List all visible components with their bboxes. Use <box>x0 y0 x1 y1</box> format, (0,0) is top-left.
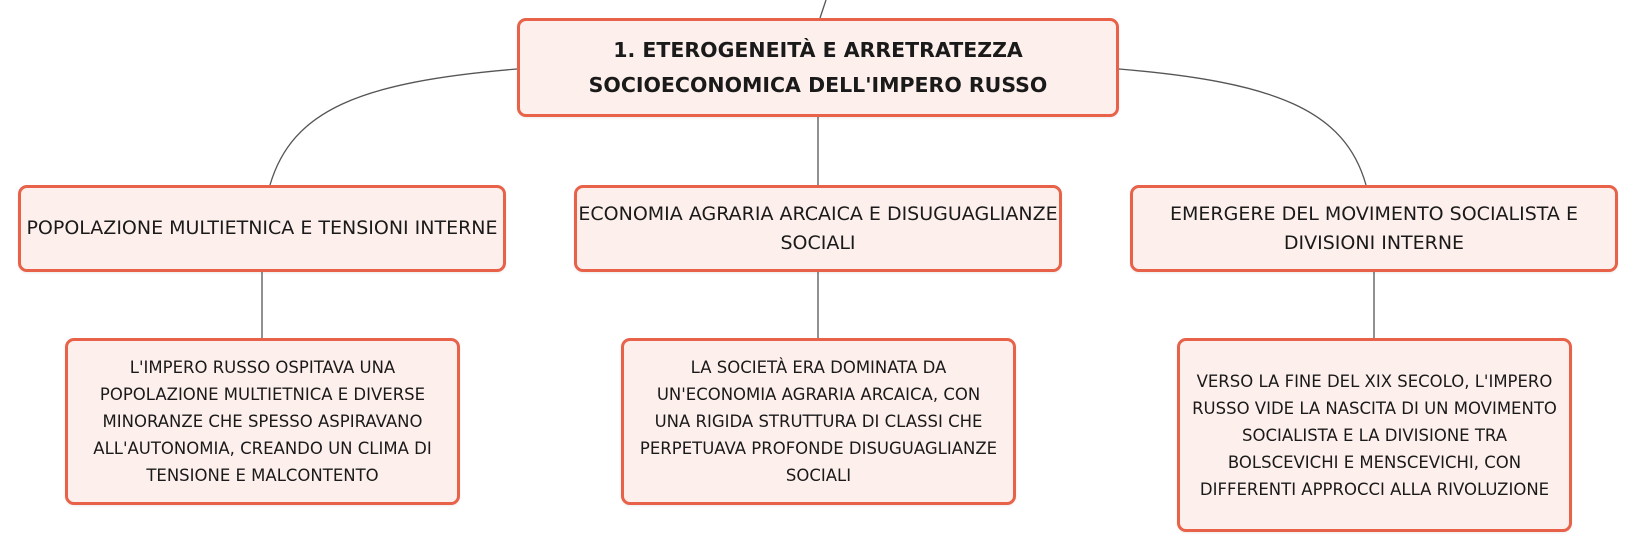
topic-node-agrarian-economy[interactable] <box>574 185 1062 272</box>
subtopic-label: LA SOCIETÀ ERA DOMINATA DA UN'ECONOMIA AGRARIA ARCAICA, CON UNA RIGIDA STRUTTURA DI CLASSI CHE PERPETUAVA PROFONDE DISUGUAGLIANZE SOCIALI <box>639 358 998 485</box>
connector-parent-to-root <box>820 0 826 18</box>
connector-root-to-branch-1 <box>270 69 517 185</box>
topic-label: POPOLAZIONE MULTIETNICA E TENSIONI INTERNE <box>26 217 498 239</box>
central-topic-label: 1. ETEROGENEITÀ E ARRETRATEZZA SOCIOECONOMICA DELL'IMPERO RUSSO <box>588 37 1048 97</box>
topic-label: EMERGERE DEL MOVIMENTO SOCIALISTA E DIVISIONI INTERNE <box>1170 202 1578 254</box>
subtopic-label: L'IMPERO RUSSO OSPITAVA UNA POPOLAZIONE MULTIETNICA E DIVERSE MINORANZE CHE SPESSO ASPIRAVANO ALL'AUTONOMIA, CREANDO UN CLIMA DI TENSIONE E MALCONTENTO <box>93 358 432 485</box>
topic-node-multiethnic-population[interactable] <box>18 185 506 272</box>
connector-root-to-branch-3 <box>1119 69 1366 185</box>
subtopic-node-socialist-detail[interactable] <box>1177 338 1572 532</box>
subtopic-node-multiethnic-detail[interactable] <box>65 338 460 505</box>
subtopic-node-agrarian-detail[interactable] <box>621 338 1016 505</box>
topic-label: ECONOMIA AGRARIA ARCAICA E DISUGUAGLIANZE SOCIALI <box>578 202 1058 254</box>
subtopic-label: VERSO LA FINE DEL XIX SECOLO, L'IMPERO RUSSO VIDE LA NASCITA DI UN MOVIMENTO SOCIALISTA E LA DIVISIONE TRA BOLSCEVICHI E MENSCEVICHI, CON DIFFERENTI APPROCCI ALLA RIVOLUZIONE <box>1192 371 1557 499</box>
topic-node-socialist-movement[interactable] <box>1130 185 1618 272</box>
central-topic-node[interactable] <box>517 18 1119 117</box>
